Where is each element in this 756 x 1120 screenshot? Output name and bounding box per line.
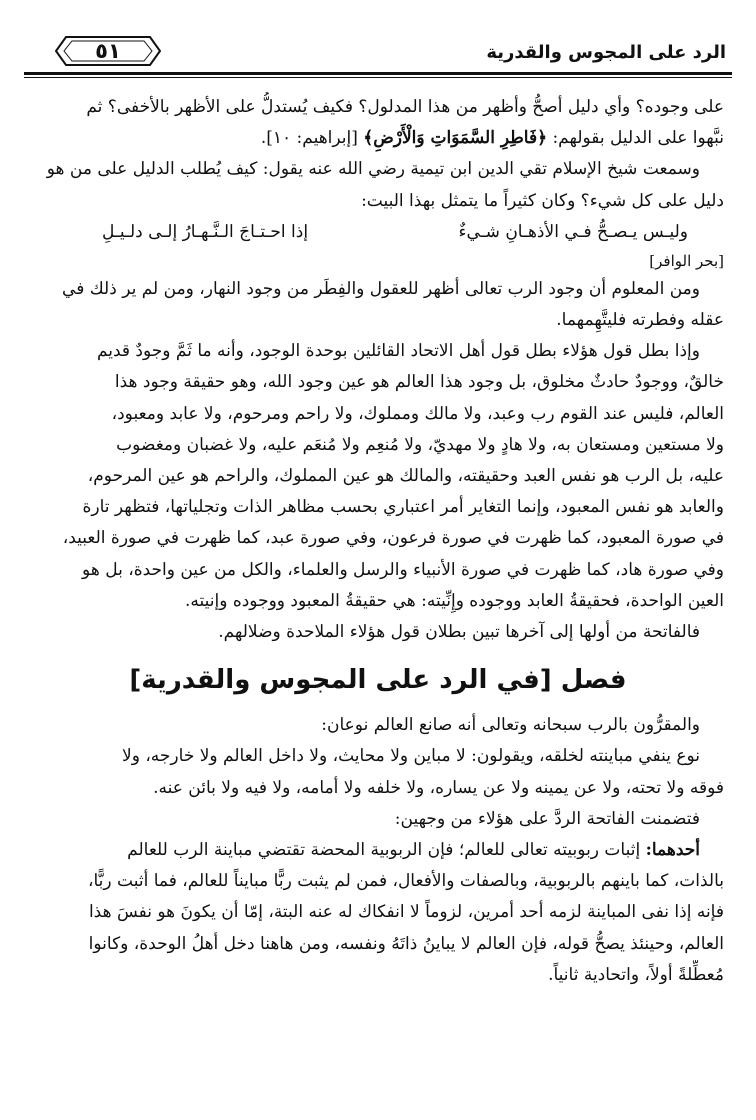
text-line: بالذات، كما باينهم بالربوبية، وبالصفات والأفعال، فمن لم يثبت ربًّا مبايناً للعالم، فما أثبت ربًّا،	[88, 871, 724, 892]
text-line: عقله وفطرته فليتَّهِمهما.	[556, 310, 724, 331]
text-line: خالقٌ، ووجودٌ حادثٌ مخلوق، بل وجود هذا العالم هو عين وجود الله، وهو حقيقة وجود هذا	[114, 372, 724, 393]
text-line: نوع ينفي مباينته لخلقه، ويقولون: لا مباين ولا محايث، ولا داخل العالم ولا خارجه، ولا	[122, 746, 700, 767]
point-lead: أحدهما:	[645, 840, 700, 861]
verse-meter: [بحر الوافر]	[649, 251, 724, 270]
poetry-verse	[32, 217, 724, 248]
quran-verse: ﴿فَاطِرِ السَّمَوَاتِ وَالْأَرْضِ﴾	[363, 128, 548, 149]
text-line: فالفاتحة من أولها إلى آخرها تبين بطلان قول هؤلاء الملاحدة وضلالهم.	[218, 622, 700, 643]
text-line: في صورة المعبود، كما ظهرت في صورة فرعون، وفي صورة عبد، كما ظهرت في صورة العبيد،	[62, 528, 724, 549]
text-line: العالم، فليس عند القوم رب وعبد، ولا مالك ومملوك، ولا راحم ومرحوم، ولا عابد ومعبود،	[111, 403, 724, 424]
text-line: وفي صورة هاد، كما ظهرت في صورة الأنبياء والرسل والعلماء، والكل من عين واحدة، بل هو	[82, 559, 724, 580]
header-divider	[24, 72, 732, 78]
text-line: على وجوده؟ وأي دليل أصحُّ وأظهر من هذا المدلول؟ فكيف يُستدلُّ على الأظهر بالأخفى؟ ثم	[86, 97, 724, 117]
verse-first-hemistich: وليـس يـصـحُّ فـي الأذهـانِ شـيءٌ	[458, 221, 688, 242]
text-line: مُعطِّلةً أولاً، واتحادية ثانياً.	[548, 964, 724, 985]
text-line: فوقه ولا تحته، ولا عن يمينه ولا عن يساره، ولا خلفه ولا أمامه، ولا فيه ولا بائن عنه.	[153, 777, 724, 798]
page-header	[26, 28, 732, 74]
text-line: العالم، وحينئذ يصحُّ قوله، فإن العالم لا يباينُ ذاتَهُ ونفسه، ومن هاهنا دخل أهلُ الوحدة، وكانوا	[88, 933, 724, 954]
text-line	[32, 123, 724, 154]
text-line: دليل على كل شيء؟ وكان كثيراً ما يتمثل بهذا البيت:	[361, 190, 724, 211]
page-number-frame	[52, 34, 164, 68]
text-line: العين الواحدة، فحقيقةُ العابد ووجوده وإِنِّيته: هي حقيقةُ المعبود ووجوده وإنيته.	[184, 590, 724, 611]
chapter-title: فصل [في الرد على المجوس والقدرية]	[129, 665, 627, 696]
running-title: الرد على المجوس والقدرية	[486, 42, 726, 63]
text-line: ومن المعلوم أن وجود الرب تعالى أظهر للعقول والفِطَر من وجود النهار، ومن لم ير ذلك في	[62, 278, 700, 299]
verse-second-hemistich: إذا احـتـاجَ الـنَّـهـارُ إلـى دلـيـلِ	[102, 221, 309, 242]
text-line: والعابد هو نفس المعبود، وإنما التغاير أمر اعتباري بحسب مظاهر الذات وتجلياتها، فتظهر تارة	[82, 497, 724, 518]
text-line: والمقرُّون بالرب سبحانه وتعالى أنه صانع العالم نوعان:	[321, 715, 700, 736]
text-line: فتضمنت الفاتحة الردَّ على هؤلاء من وجهين:	[394, 808, 700, 829]
quran-reference: [إبراهيم: ١٠].	[260, 128, 358, 149]
page-number: ٥١	[95, 39, 121, 63]
text-line: ولا مستعين ومستعان به، ولا هادٍ ولا مهديّ، ولا مُنعِم ولا مُنعَم عليه، ولا غضبان ومغضوب	[116, 434, 724, 455]
text-span: إثبات ربوبيته تعالى للعالم؛ فإن الربوبية المحضة تقتضي مباينة الرب للعالم	[127, 840, 641, 861]
text-line: وإذا بطل قول هؤلاء بطل قول أهل الاتحاد القائلين بوحدة الوجود، وأنه ما ثَمَّ وجودٌ قديم	[96, 341, 700, 362]
text-line: وسمعت شيخ الإسلام تقي الدين ابن تيمية رضي الله عنه يقول: كيف يُطلب الدليل على من هو	[46, 159, 700, 180]
page-body	[32, 92, 724, 991]
text-line	[32, 835, 724, 866]
text-span: نبَّهوا على الدليل بقولهم:	[552, 128, 724, 149]
text-line: فإنه إذا نفى المباينة لزمه أحد أمرين، لزوماً لا انفكاك له عنه البتة، إمّا أن يكونَ هو نفسَ هذا	[88, 902, 724, 923]
text-line: عليه، بل الرب هو نفس العبد وحقيقته، والمالك هو عين المملوك، والراحم هو عين المرحوم،	[87, 466, 724, 487]
